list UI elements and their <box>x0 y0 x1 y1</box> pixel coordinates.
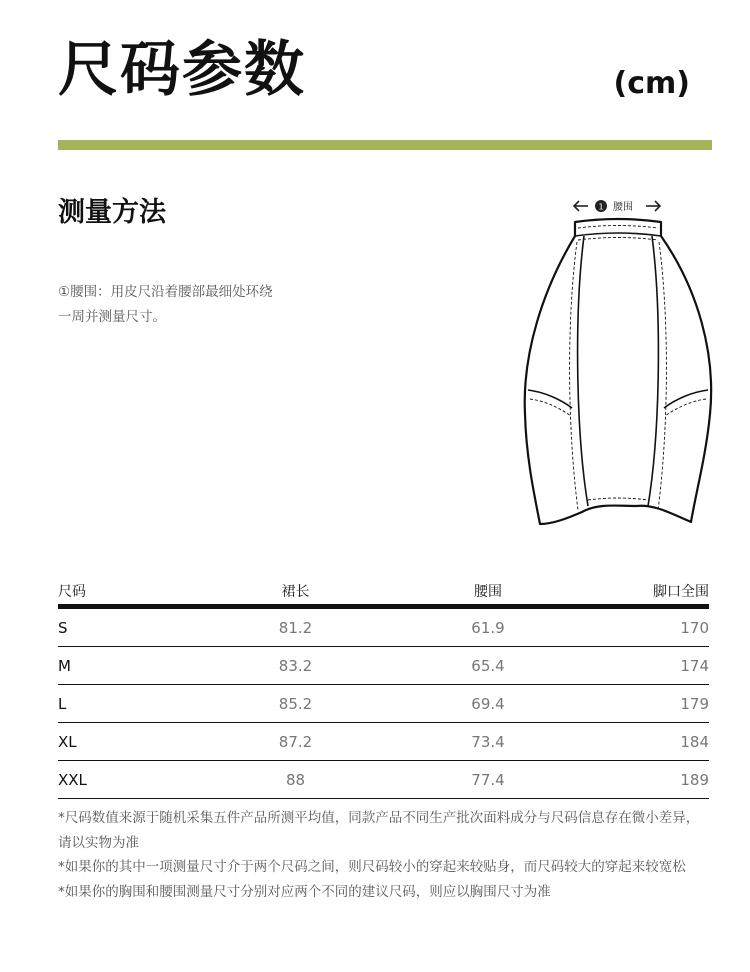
accent-divider <box>58 140 712 150</box>
size-table <box>58 578 709 799</box>
waist-cell: 61.9 <box>471 618 505 637</box>
size-cell: M <box>58 656 71 675</box>
header-size: 尺码 <box>58 584 86 600</box>
table-row <box>58 761 709 799</box>
waist-cell: 77.4 <box>471 770 505 789</box>
waist-cell: 65.4 <box>471 656 505 675</box>
page-title: 尺码参数 <box>58 35 306 105</box>
header-waist: 腰围 <box>474 584 502 600</box>
length-cell: 88 <box>285 770 306 789</box>
size-cell: XL <box>58 732 77 751</box>
hem-cell: 170 <box>680 618 709 637</box>
section-title: 测量方法 <box>58 197 166 228</box>
table-row <box>58 723 709 761</box>
waist-cell: 73.4 <box>471 732 505 751</box>
measurement-description <box>58 280 308 330</box>
size-cell: L <box>58 694 67 713</box>
length-cell: 81.2 <box>278 618 313 637</box>
note-line: *尺码数值来源于随机采集五件产品所测平均值，同款产品不同生产批次面料成分与尺码信息存在微小差异， <box>58 810 700 826</box>
hem-cell: 184 <box>680 732 709 751</box>
length-cell: 85.2 <box>278 694 313 713</box>
waist-cell: 69.4 <box>471 694 505 713</box>
size-cell: S <box>58 618 68 637</box>
skirt-outline <box>525 219 711 524</box>
note-line: *如果你的其中一项测量尺寸介于两个尺码之间，则尺码较小的穿起来较贴身，而尺码较大的穿起来较宽松 <box>58 859 686 875</box>
description-line: 一周并测量尺寸。 <box>58 309 166 325</box>
hem-cell: 189 <box>680 770 709 789</box>
table-row <box>58 609 709 647</box>
table-header-row <box>58 578 709 609</box>
marker-number: 1 <box>598 202 604 212</box>
waist-label: 腰围 <box>613 202 633 213</box>
hem-cell: 174 <box>680 656 709 675</box>
skirt-diagram <box>518 194 718 530</box>
hem-cell: 179 <box>680 694 709 713</box>
note-line: *如果你的胸围和腰围测量尺寸分别对应两个不同的建议尺码，则应以胸围尺寸为准 <box>58 883 551 900</box>
note-line: 请以实物为准 <box>58 834 139 851</box>
description-line: ①腰围：用皮尺沿着腰部最细处环绕 <box>58 284 273 300</box>
notes <box>58 806 718 904</box>
header-hem: 脚口全围 <box>653 584 709 600</box>
size-cell: XXL <box>58 770 87 789</box>
length-cell: 83.2 <box>278 656 313 675</box>
length-cell: 87.2 <box>278 732 313 751</box>
unit-label: (cm) <box>613 66 690 101</box>
table-row <box>58 647 709 685</box>
table-row <box>58 685 709 723</box>
header-length: 裙长 <box>281 584 310 600</box>
